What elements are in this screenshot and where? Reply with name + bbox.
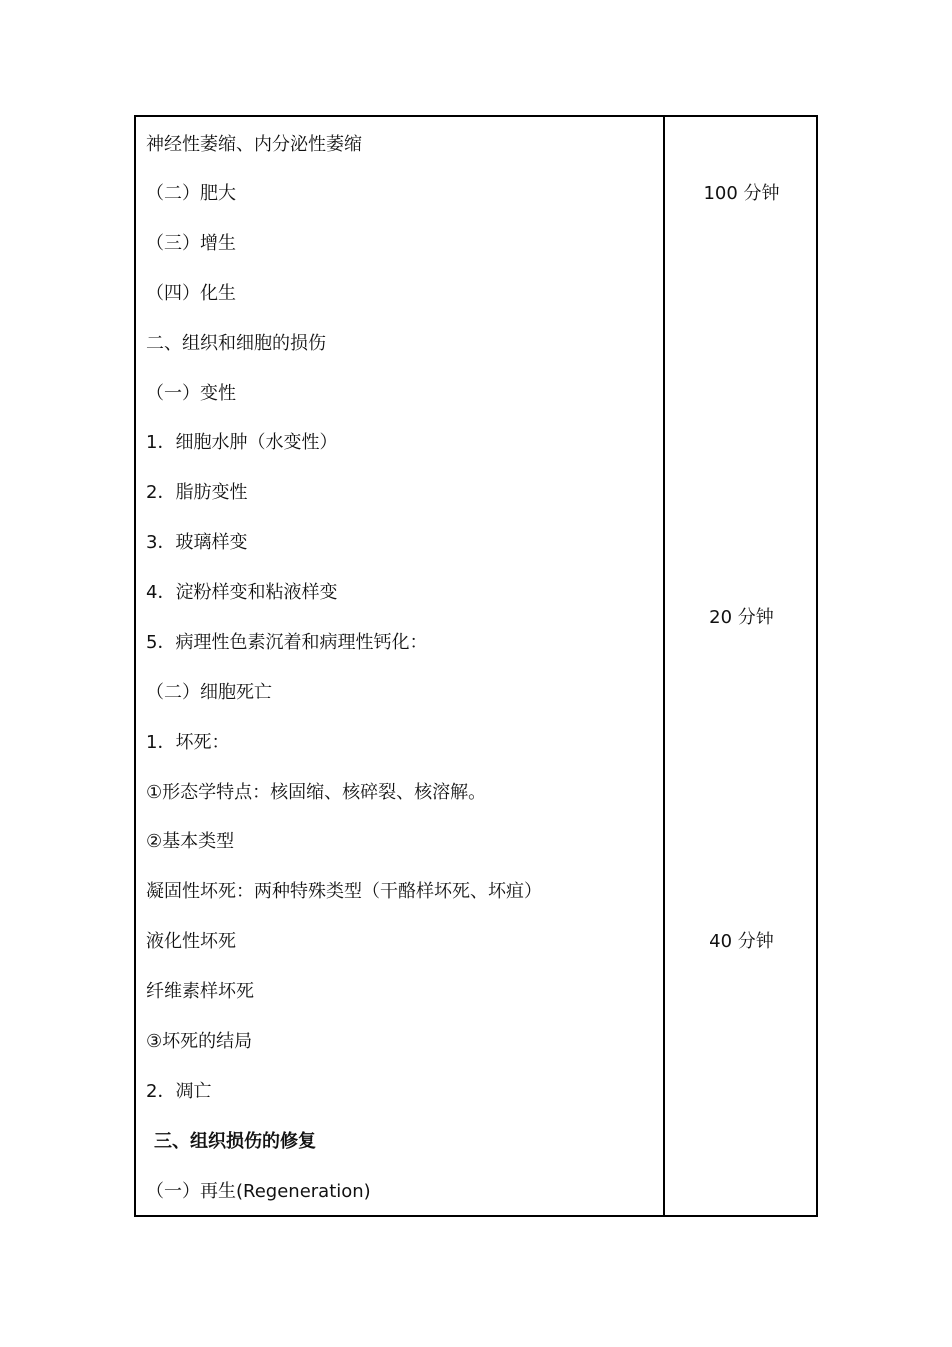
- content-line: 3．玻璃样变: [146, 532, 248, 553]
- content-line: ③坏死的结局: [146, 1031, 253, 1052]
- content-line: 二、组织和细胞的损伤: [146, 333, 326, 354]
- content-line: 4．淀粉样变和粘液样变: [146, 582, 338, 603]
- section-heading: 三、组织损伤的修复: [154, 1131, 316, 1152]
- content-line: （四）化生: [146, 283, 236, 304]
- content-line: ②基本类型: [146, 831, 235, 852]
- content-line: 凝固性坏死：两种特殊类型（干酪样坏死、坏疽）: [146, 881, 542, 902]
- content-line: （三）增生: [146, 233, 236, 254]
- schedule-table: [134, 115, 818, 1217]
- duration-20: 20 分钟: [709, 607, 774, 628]
- content-line: 1．坏死：: [146, 732, 230, 753]
- content-line: 1．细胞水肿（水变性）: [146, 432, 338, 453]
- content-line: 神经性萎缩、内分泌性萎缩: [146, 134, 362, 155]
- content-line: （二）细胞死亡: [146, 682, 272, 703]
- content-line: 2．凋亡: [146, 1081, 212, 1102]
- content-line: 5．病理性色素沉着和病理性钙化：: [146, 632, 428, 653]
- content-line: （一）变性: [146, 383, 236, 404]
- content-line: （二）肥大: [146, 183, 236, 204]
- content-line: （一）再生(Regeneration): [146, 1181, 371, 1202]
- duration-100: 100 分钟: [703, 183, 780, 204]
- content-line: 纤维素样坏死: [146, 981, 254, 1002]
- duration-40: 40 分钟: [709, 931, 774, 952]
- content-line: 2．脂肪变性: [146, 482, 248, 503]
- column-divider: [663, 117, 665, 1215]
- content-line: 液化性坏死: [146, 931, 236, 952]
- content-line: ①形态学特点：核固缩、核碎裂、核溶解。: [146, 782, 487, 803]
